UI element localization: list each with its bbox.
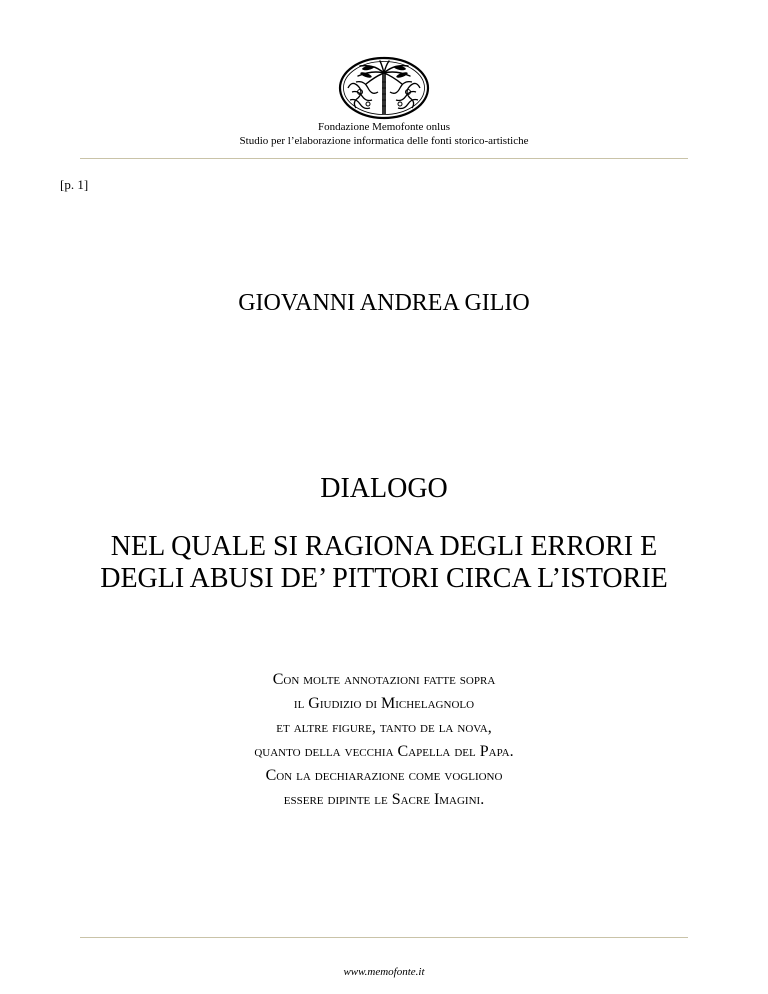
footer-website-link[interactable]: www.memofonte.it (343, 966, 425, 978)
work-title: DIALOGO (320, 473, 448, 504)
description-line-1: Con molte annotazioni fatte sopra (272, 671, 496, 688)
page-reference: [p. 1] (60, 177, 89, 192)
author-name: GIOVANNI ANDREA GILIO (238, 290, 530, 316)
header-divider (80, 158, 688, 159)
header-studio-description: Studio per l’elaborazione informatica delle fonti storico-artistiche (239, 135, 529, 147)
subtitle-line-2: DEGLI ABUSI DE’ PITTORI CIRCA L’ISTORIE (100, 563, 668, 594)
subtitle-line-1: NEL QUALE SI RAGIONA DEGLI ERRORI E (110, 531, 658, 562)
description-line-3: et altre figure, tanto de la nova, (276, 719, 492, 736)
header-foundation-name: Fondazione Memofonte onlus (318, 121, 450, 133)
description-line-6: essere dipinte le Sacre Imagini. (283, 791, 485, 808)
description-line-4: quanto della vecchia Capella del Papa. (254, 743, 514, 760)
memofonte-logo-icon (338, 56, 430, 120)
description-line-5: Con la dechiarazione come vogliono (265, 767, 503, 784)
description-line-2: il Giudizio di Michelagnolo (293, 695, 475, 712)
footer-divider (80, 937, 688, 938)
